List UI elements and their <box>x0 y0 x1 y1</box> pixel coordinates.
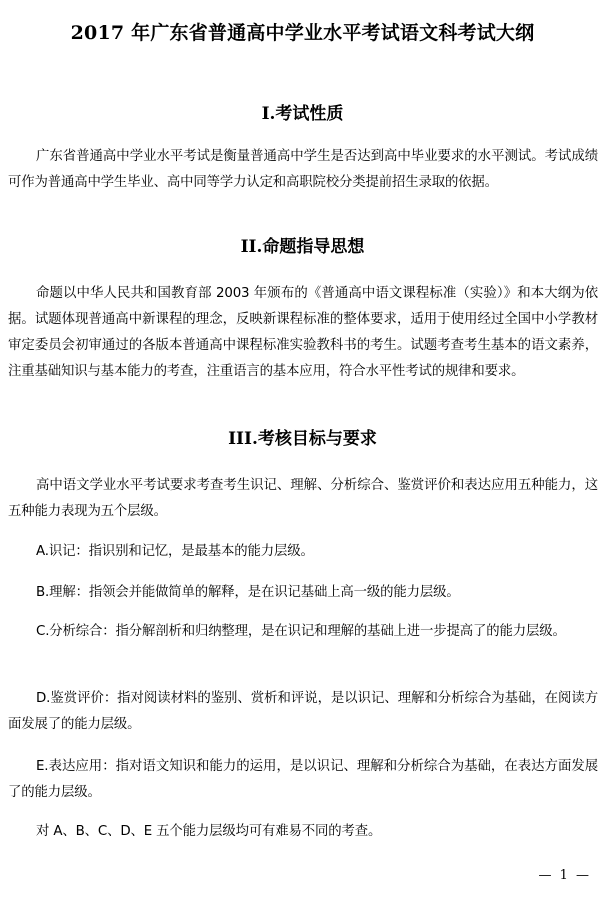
paragraph-level-b: B.理解：指领会并能做简单的解释，是在识记基础上高一级的能力层级。 <box>36 585 460 600</box>
paragraph-level-e: E.表达应用：指对语文知识和能力的运用，是以识记、理解和分析综合为基础，在表达方面发展了的能力层级。 <box>8 759 598 800</box>
paragraph-level-a: A.识记：指识别和记忆，是最基本的能力层级。 <box>36 544 314 559</box>
section-heading-assessment-goals: III.考核目标与要求 <box>228 429 377 449</box>
paragraph-guiding-principles: 命题以中华人民共和国教育部 2003 年颁布的《普通高中语文课程标准（实验）》和本大纲为依据。试题体现普通高中新课程的理念，反映新课程标准的整体要求，适用于使用经过全国中小学教材审定委员会初审通过的各版本普通高中课程标准实验教科书的考生。试题考查考生基本的语文素养，注重基础知识与基本能力的考查，注重语言的基本应用，符合水平性考试的规律和要求。 <box>8 286 598 379</box>
paragraph-level-d: D.鉴赏评价：指对阅读材料的鉴别、赏析和评说，是以识记、理解和分析综合为基础，在阅读方面发展了的能力层级。 <box>8 691 598 732</box>
paragraph-level-c: C.分析综合：指分解剖析和归纳整理，是在识记和理解的基础上进一步提高了的能力层级。 <box>36 624 566 639</box>
paragraph-assessment-intro: 高中语文学业水平考试要求考查考生识记、理解、分析综合、鉴赏评价和表达应用五种能力，这五种能力表现为五个层级。 <box>8 478 598 519</box>
paragraph-exam-nature: 广东省普通高中学业水平考试是衡量普通高中学生是否达到高中毕业要求的水平测试。考试成绩可作为普通高中学生毕业、高中同等学力认定和高职院校分类提前招生录取的依据。 <box>8 149 598 190</box>
section-heading-guiding-principles: II.命题指导思想 <box>240 237 365 257</box>
paragraph-levels-summary: 对 A、B、C、D、E 五个能力层级均可有难易不同的考查。 <box>36 824 382 839</box>
page-number: — 1 — <box>538 868 591 883</box>
section-heading-exam-nature: I.考试性质 <box>261 104 344 124</box>
document-title: 2017 年广东省普通高中学业水平考试语文科考试大纲 <box>70 22 535 44</box>
